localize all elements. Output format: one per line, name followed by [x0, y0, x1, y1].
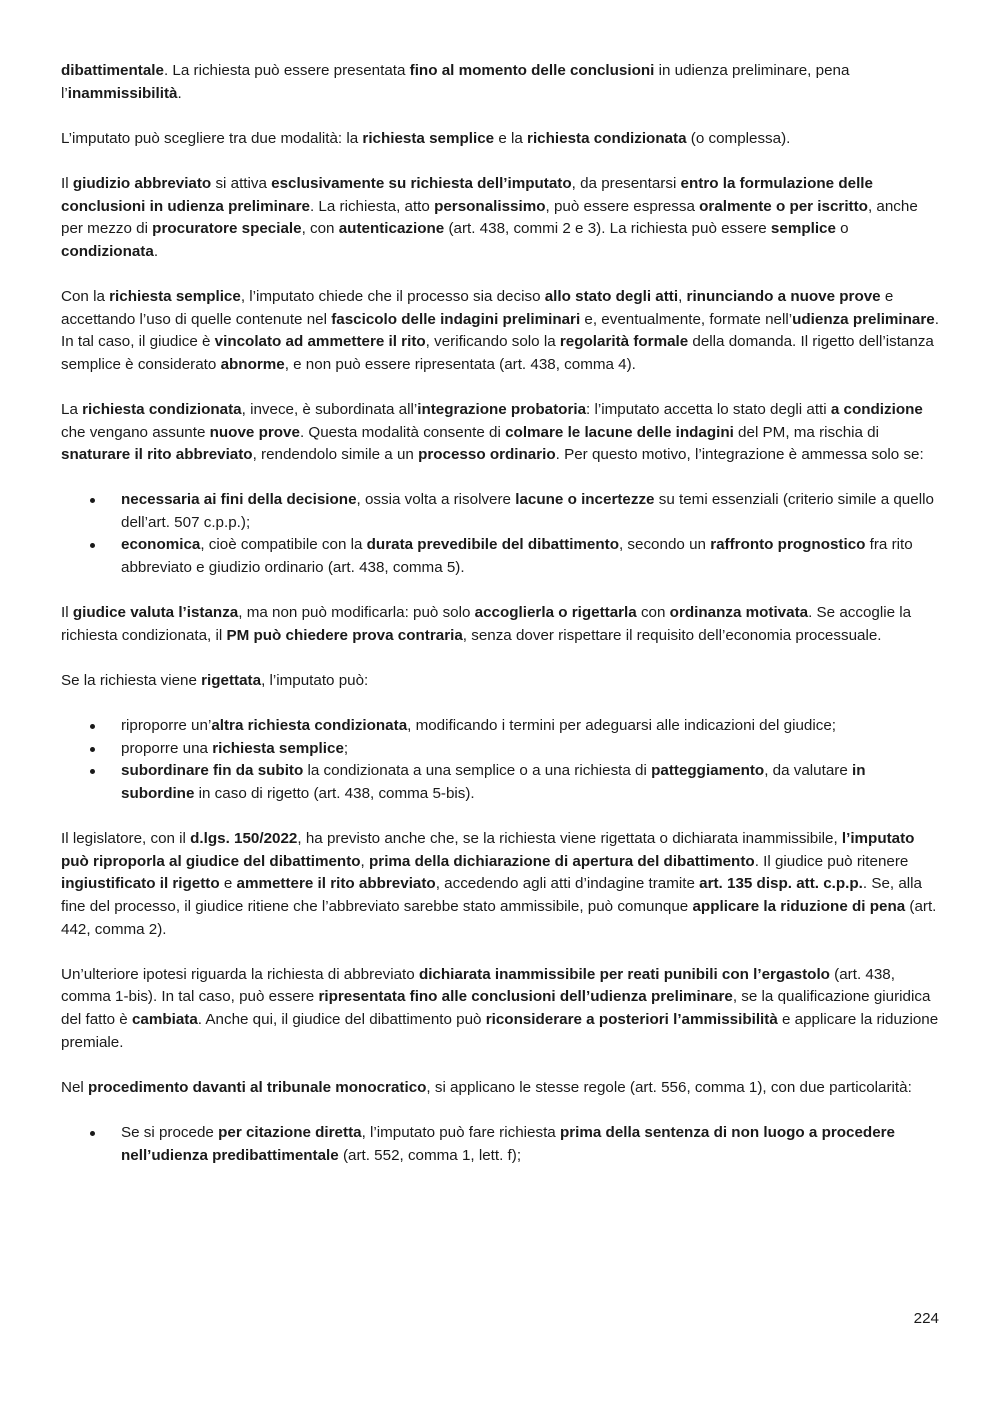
- bold-text-run: dibattimentale: [61, 62, 164, 79]
- text-run: e la: [494, 129, 528, 147]
- bold-text-run: in subordine: [121, 762, 866, 802]
- bold-text-run: entro la formulazione delle conclusioni in udienza preliminare: [61, 174, 873, 215]
- list-item: [61, 1122, 940, 1167]
- text-run: (o complessa).: [686, 129, 791, 147]
- text-run: che vengano assunte: [61, 423, 210, 441]
- bullet-icon: [90, 1131, 95, 1136]
- bold-text-run: PM può chiedere prova contraria: [226, 626, 463, 644]
- text-run: , se la qualificazione giuridica del fatto è: [61, 988, 931, 1028]
- bold-text-run: richiesta condizionata: [82, 400, 242, 418]
- bold-text-run: accoglierla o rigettarla: [474, 604, 637, 622]
- text-run: L’imputato può scegliere tra due modalità: la: [61, 129, 363, 147]
- list-item-text: [121, 717, 836, 734]
- text-run: , secondo un: [618, 536, 711, 554]
- list-item-text: [121, 1124, 895, 1164]
- text-run: Il legislatore, con il: [61, 830, 191, 848]
- paragraph: [61, 828, 940, 941]
- text-run: in udienza preliminare, pena l’: [61, 62, 850, 102]
- bold-text-run: applicare la riduzione di pena: [692, 897, 906, 915]
- list-item-text: [121, 762, 866, 802]
- text-run: (art. 552, comma 1, lett. f);: [338, 1146, 522, 1164]
- bold-text-run: cambiata: [131, 1010, 198, 1028]
- text-run: . In tal caso, il giudice è: [61, 310, 939, 351]
- bold-text-run: autenticazione: [338, 220, 445, 238]
- bold-text-run: condizionata: [61, 242, 154, 260]
- text-run: , verificando solo la: [425, 333, 560, 351]
- text-run: ,: [678, 287, 687, 305]
- bold-text-run: richiesta semplice: [212, 739, 344, 757]
- bullet-list: [61, 489, 940, 579]
- bold-text-run: lacune o incertezze: [515, 491, 655, 509]
- paragraph: [61, 602, 940, 647]
- text-run: Il: [61, 174, 73, 192]
- text-run: ,: [360, 852, 369, 870]
- text-run: La: [61, 400, 83, 418]
- text-run: o: [835, 220, 849, 238]
- text-run: , modificando i termini per adeguarsi alle indicazioni del giudice;: [407, 717, 837, 735]
- bold-text-run: fascicolo delle indagini preliminari: [331, 310, 581, 328]
- text-run: e, eventualmente, formate nell’: [580, 310, 793, 328]
- bold-text-run: per citazione diretta: [218, 1123, 362, 1141]
- bold-text-run: rinunciando a nuove prove: [686, 287, 881, 305]
- text-run: ;: [343, 739, 349, 757]
- text-run: si attiva: [211, 174, 272, 192]
- text-run: , e non può essere ripresentata (art. 438, comma 4).: [284, 355, 636, 373]
- text-run: , ma non può modificarla: può solo: [238, 604, 475, 622]
- text-run: , accedendo agli atti d’indagine tramite: [435, 875, 700, 893]
- text-run: e applicare la riduzione premiale.: [61, 1010, 939, 1051]
- bullet-list: [61, 715, 940, 805]
- bold-text-run: esclusivamente su richiesta dell’imputato: [271, 174, 572, 192]
- bold-text-run: snaturare il rito abbreviato: [61, 446, 253, 464]
- bold-text-run: l’imputato può riproporla al giudice del dibattimento: [61, 830, 915, 870]
- bold-text-run: allo stato degli atti: [544, 287, 679, 305]
- text-run: , ossia volta a risolvere: [356, 491, 516, 509]
- text-run: della domanda. Il rigetto dell’istanza semplice è considerato: [61, 333, 934, 373]
- text-run: , senza dover rispettare il requisito dell’economia processuale.: [462, 626, 882, 644]
- bold-text-run: d.lgs. 150/2022: [190, 830, 298, 848]
- list-item: [61, 715, 940, 738]
- bold-text-run: inammissibilità: [67, 84, 178, 102]
- text-run: , anche per mezzo di: [61, 197, 918, 238]
- text-run: . La richiesta, atto: [309, 197, 435, 215]
- text-run: .: [153, 242, 159, 260]
- text-run: Se la richiesta viene: [61, 672, 202, 690]
- page-number: 224: [913, 1310, 939, 1327]
- text-run: , l’imputato chiede che il processo sia deciso: [240, 287, 545, 305]
- text-run: . Se, alla fine del processo, il giudice ritiene che l’abbreviato sarebbe stato ammissibile, può comunque: [61, 875, 922, 915]
- bold-text-run: prima della dichiarazione di apertura del dibattimento: [369, 852, 755, 870]
- text-run: Con la: [61, 287, 110, 305]
- text-run: e: [219, 875, 237, 893]
- paragraph: [61, 670, 940, 693]
- bold-text-run: procedimento davanti al tribunale monocratico: [88, 1078, 427, 1096]
- bold-text-run: regolarità formale: [559, 333, 689, 351]
- text-run: (art. 438, commi 2 e 3). La richiesta può essere: [444, 220, 771, 238]
- bold-text-run: semplice: [770, 220, 836, 238]
- text-run: , l’imputato può fare richiesta: [361, 1123, 560, 1141]
- text-run: Se si procede: [121, 1123, 219, 1141]
- text-run: , l’imputato può:: [261, 672, 369, 690]
- bold-text-run: art. 135 disp. att. c.p.p.: [699, 875, 863, 893]
- bullet-list: [61, 1122, 940, 1167]
- list-item: [61, 534, 940, 579]
- text-run: proporre una: [121, 739, 213, 757]
- text-run: : l’imputato accetta lo stato degli atti: [586, 400, 831, 418]
- bold-text-run: ripresentata fino alle conclusioni dell’udienza preliminare: [318, 988, 733, 1006]
- text-run: . Questa modalità consente di: [299, 423, 506, 441]
- text-run: , da presentarsi: [571, 174, 681, 192]
- bold-text-run: raffronto prognostico: [710, 536, 866, 554]
- list-item-text: [121, 491, 934, 531]
- bold-text-run: giudizio abbreviato: [72, 174, 212, 192]
- bullet-icon: [90, 543, 95, 548]
- text-run: , può essere espressa: [545, 197, 700, 215]
- bold-text-run: durata prevedibile del dibattimento: [366, 536, 619, 554]
- text-run: (art. 438, comma 1-bis). In tal caso, può essere: [61, 965, 895, 1006]
- text-run: (art. 442, comma 2).: [61, 897, 937, 938]
- text-run: . Anche qui, il giudice del dibattimento può: [197, 1010, 486, 1028]
- bullet-icon: [90, 724, 95, 729]
- paragraph: [61, 128, 940, 151]
- paragraph: [61, 964, 940, 1054]
- paragraph: [61, 286, 940, 376]
- text-run: .: [177, 84, 182, 102]
- text-run: , da valutare: [764, 762, 852, 780]
- text-run: del PM, ma rischia di: [733, 423, 879, 441]
- text-run: in caso di rigetto (art. 438, comma 5-bis).: [194, 785, 475, 802]
- text-run: su temi essenziali (criterio simile a quello dell’art. 507 c.p.p.);: [121, 491, 934, 531]
- paragraph: [61, 399, 940, 467]
- paragraph: [61, 1077, 940, 1100]
- bold-text-run: richiesta condizionata: [527, 129, 687, 147]
- paragraph: [61, 60, 940, 105]
- bullet-icon: [90, 747, 95, 752]
- list-item: [61, 738, 940, 761]
- bold-text-run: altra richiesta condizionata: [211, 717, 408, 735]
- bold-text-run: processo ordinario: [418, 446, 556, 464]
- bold-text-run: necessaria ai fini della decisione: [121, 491, 357, 509]
- text-run: e accettando l’uso di quelle contenute nel: [61, 287, 894, 328]
- bold-text-run: subordinare fin da subito: [121, 762, 304, 780]
- bold-text-run: udienza preliminare: [792, 310, 935, 328]
- bold-text-run: vincolato ad ammettere il rito: [214, 333, 426, 351]
- bold-text-run: personalissimo: [434, 197, 546, 215]
- bold-text-run: prima della sentenza di non luogo a procedere nell’udienza predibattimentale: [121, 1123, 896, 1164]
- list-item-text: [121, 740, 348, 757]
- list-item: [61, 489, 940, 534]
- text-run: Un’ulteriore ipotesi riguarda la richiesta di abbreviato: [61, 965, 419, 983]
- bold-text-run: riconsiderare a posteriori l’ammissibilità: [485, 1010, 778, 1028]
- text-run: riproporre un’: [121, 717, 212, 735]
- text-run: . Se accoglie la richiesta condizionata, il: [61, 604, 912, 644]
- bold-text-run: ammettere il rito abbreviato: [236, 875, 436, 893]
- bold-text-run: oralmente o per iscritto: [699, 197, 868, 215]
- bold-text-run: economica: [121, 536, 201, 554]
- bold-text-run: nuove prove: [209, 423, 300, 441]
- text-run: , ha previsto anche che, se la richiesta viene rigettata o dichiarata inammissibile,: [297, 830, 842, 848]
- bold-text-run: a condizione: [830, 400, 923, 418]
- text-run: . La richiesta può essere presentata: [163, 62, 410, 79]
- bold-text-run: richiesta semplice: [362, 129, 495, 147]
- list-item-text: [121, 536, 913, 576]
- bold-text-run: rigettata: [201, 672, 262, 690]
- bold-text-run: ordinanza motivata: [669, 604, 809, 622]
- bold-text-run: fino al momento delle conclusioni: [409, 62, 655, 79]
- text-run: la condizionata a una semplice o a una richiesta di: [303, 762, 652, 780]
- bullet-icon: [90, 769, 95, 774]
- bullet-icon: [90, 498, 95, 503]
- bold-text-run: dichiarata inammissibile per reati punibili con l’ergastolo: [418, 965, 830, 983]
- text-run: , invece, è subordinata all’: [241, 400, 418, 418]
- text-run: , con: [301, 220, 339, 238]
- paragraph: [61, 173, 940, 263]
- bold-text-run: abnorme: [220, 355, 285, 373]
- list-item: [61, 760, 940, 805]
- bold-text-run: patteggiamento: [651, 762, 765, 780]
- text-run: con: [636, 604, 670, 622]
- bold-text-run: colmare le lacune delle indagini: [505, 423, 734, 441]
- text-run: Il: [61, 604, 73, 622]
- bold-text-run: ingiustificato il rigetto: [61, 875, 220, 893]
- text-run: , cioè compatibile con la: [200, 536, 367, 554]
- bold-text-run: giudice valuta l’istanza: [72, 604, 239, 622]
- text-run: Nel: [61, 1078, 89, 1096]
- bold-text-run: richiesta semplice: [109, 287, 241, 305]
- text-run: , si applicano le stesse regole (art. 556, comma 1), con due particolarità:: [426, 1078, 912, 1096]
- text-run: . Per questo motivo, l’integrazione è ammessa solo se:: [555, 446, 924, 464]
- text-run: fra rito abbreviato e giudizio ordinario (art. 438, comma 5).: [121, 536, 913, 577]
- text-run: , rendendolo simile a un: [252, 446, 419, 464]
- bold-text-run: integrazione probatoria: [417, 400, 587, 418]
- bold-text-run: procuratore speciale: [152, 220, 302, 238]
- text-run: . Il giudice può ritenere: [754, 852, 909, 870]
